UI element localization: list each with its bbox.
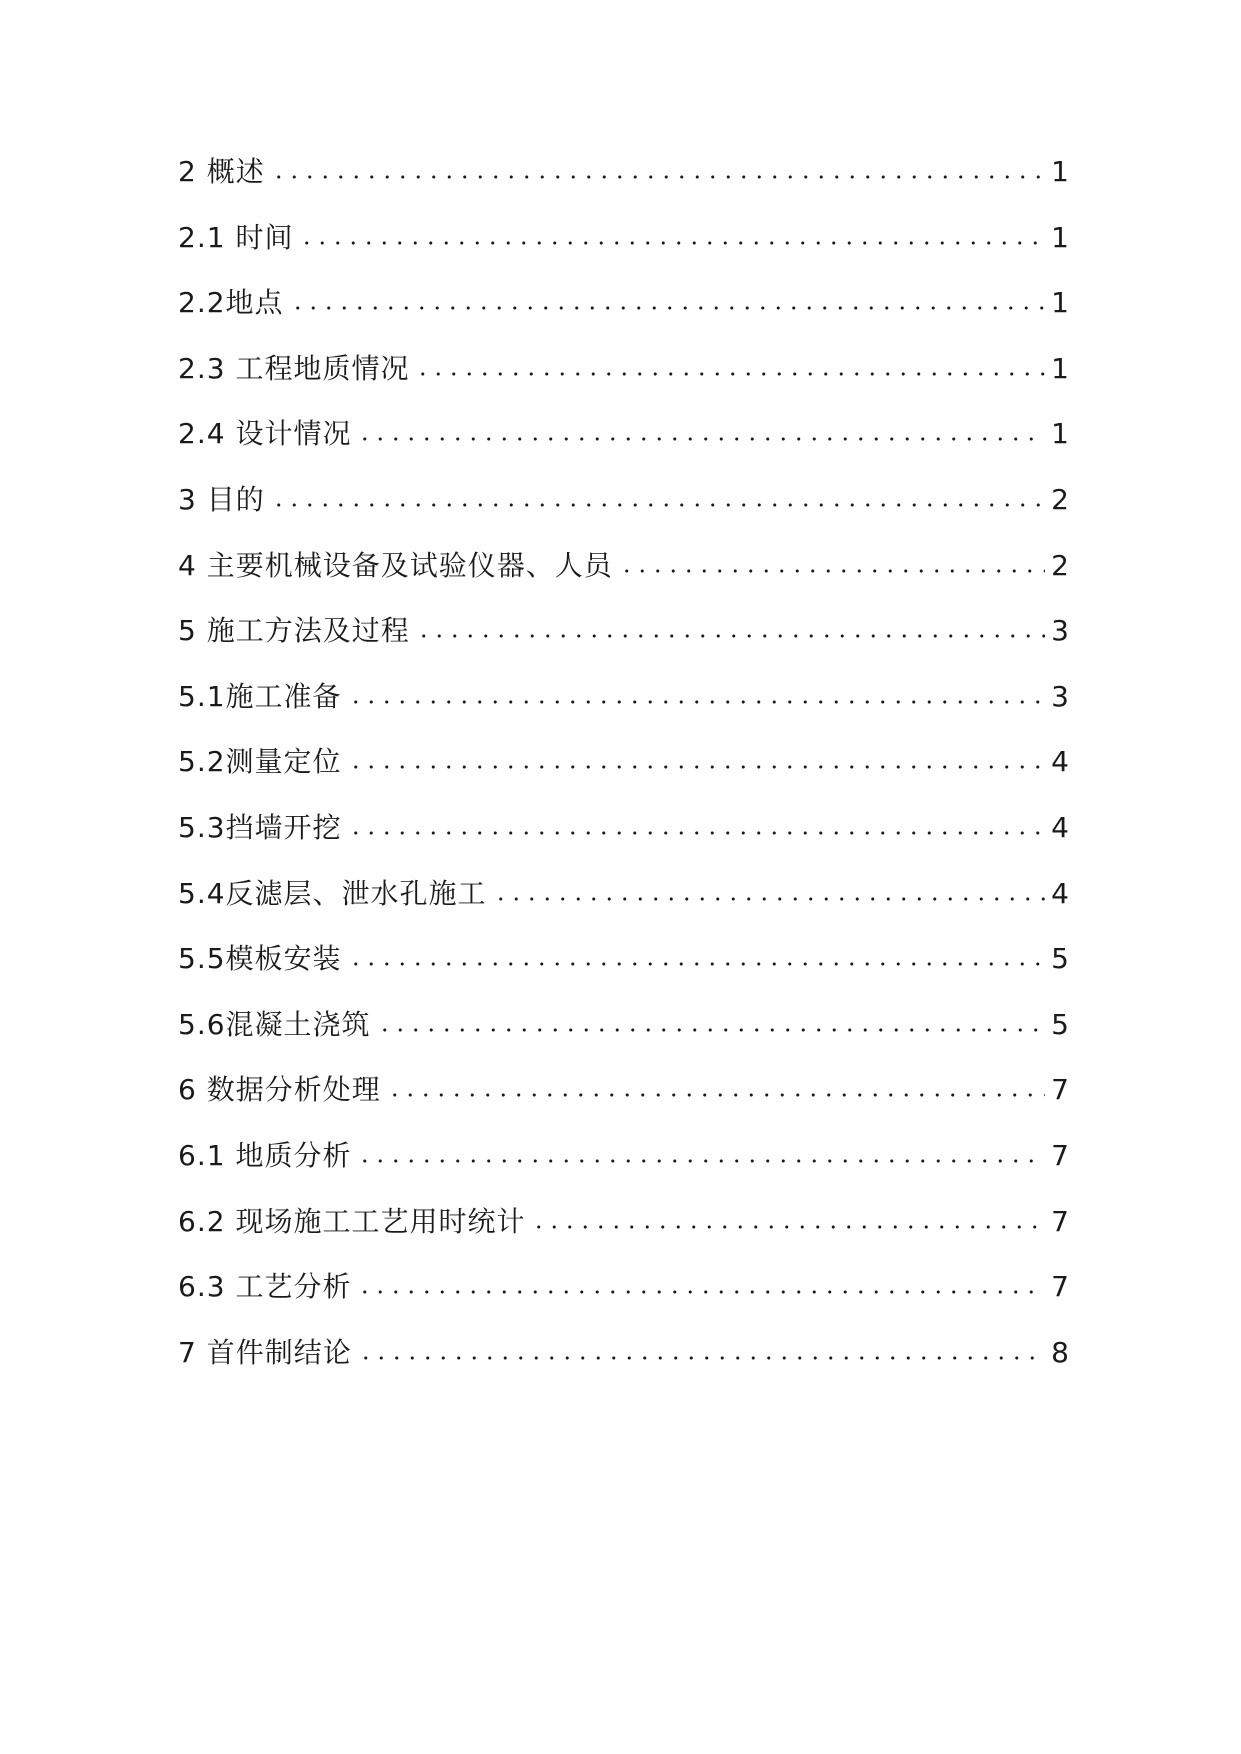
toc-entry-5-2[interactable] <box>178 742 1070 808</box>
toc-entry-5[interactable] <box>178 611 1070 677</box>
toc-entry-2-2[interactable] <box>178 283 1070 349</box>
toc-entry-page: 1 <box>1051 417 1070 451</box>
toc-dot-leader <box>348 962 1046 966</box>
toc-entry-number: 5.1 <box>178 679 226 713</box>
toc-entry-number: 7 <box>178 1335 207 1369</box>
toc-entry-2[interactable] <box>178 152 1070 218</box>
toc-entry-3[interactable] <box>178 480 1070 546</box>
toc-entry-title: 设计情况 <box>235 417 352 451</box>
toc-entry-number: 2.4 <box>178 417 236 451</box>
toc-entry-page: 5 <box>1051 942 1070 976</box>
toc-entry-7[interactable] <box>178 1333 1070 1399</box>
toc-dot-leader <box>271 175 1045 179</box>
toc-entry-2-1[interactable] <box>178 218 1070 284</box>
toc-entry-title: 施工方法及过程 <box>206 614 410 648</box>
toc-entry-number: 5.5 <box>178 942 226 976</box>
toc-entry-title: 挡墙开挖 <box>225 810 342 844</box>
toc-dot-leader <box>358 1356 1045 1360</box>
toc-entry-title: 主要机械设备及试验仪器、人员 <box>206 548 613 582</box>
toc-entry-page: 7 <box>1051 1138 1070 1172</box>
toc-entry-number: 6.3 <box>178 1270 236 1304</box>
toc-entry-page: 7 <box>1051 1270 1070 1304</box>
toc-entry-page: 7 <box>1051 1073 1070 1107</box>
toc-entry-title: 反滤层、泄水孔施工 <box>225 876 487 910</box>
toc-dot-leader <box>348 700 1046 704</box>
toc-entry-title: 概述 <box>206 155 265 188</box>
toc-entry-page: 2 <box>1051 548 1070 582</box>
toc-dot-leader <box>299 241 1045 245</box>
toc-entry-page: 1 <box>1051 351 1070 385</box>
toc-entry-6-1[interactable] <box>178 1136 1070 1202</box>
toc-entry-number: 4 <box>178 548 207 582</box>
toc-dot-leader <box>348 765 1046 769</box>
toc-entry-number: 2.3 <box>178 351 236 385</box>
toc-entry-number: 5.2 <box>178 745 226 779</box>
toc-dot-leader <box>387 1093 1045 1097</box>
toc-entry-page: 1 <box>1051 155 1070 188</box>
toc-entry-page: 1 <box>1051 286 1070 320</box>
toc-entry-2-4[interactable] <box>178 414 1070 480</box>
toc-entry-page: 2 <box>1051 482 1070 516</box>
toc-dot-leader <box>493 897 1046 901</box>
toc-entry-number: 6.2 <box>178 1204 236 1238</box>
toc-entry-number: 3 <box>178 482 207 516</box>
toc-entry-title: 地点 <box>225 286 284 320</box>
toc-entry-title: 施工准备 <box>225 679 342 713</box>
toc-dot-leader <box>357 1290 1045 1294</box>
toc-entry-title: 工程地质情况 <box>235 351 410 385</box>
toc-entry-page: 4 <box>1051 876 1070 910</box>
toc-entry-5-4[interactable] <box>178 874 1070 940</box>
toc-dot-leader <box>290 306 1046 310</box>
toc-entry-5-1[interactable] <box>178 677 1070 743</box>
toc-entry-page: 3 <box>1051 679 1070 713</box>
toc-dot-leader <box>271 503 1045 507</box>
toc-entry-6[interactable] <box>178 1070 1070 1136</box>
toc-entry-6-3[interactable] <box>178 1267 1070 1333</box>
toc-dot-leader <box>357 1159 1045 1163</box>
toc-entry-2-3[interactable] <box>178 349 1070 415</box>
toc-entry-number: 6.1 <box>178 1138 236 1172</box>
toc-entry-title: 目的 <box>206 482 265 516</box>
toc-entry-title: 首件制结论 <box>206 1335 352 1369</box>
toc-entry-title: 时间 <box>235 220 294 254</box>
toc-dot-leader <box>357 437 1045 441</box>
toc-entry-page: 3 <box>1051 614 1070 648</box>
toc-entry-page: 8 <box>1051 1335 1070 1369</box>
toc-entry-title: 地质分析 <box>235 1138 352 1172</box>
toc-entry-title: 混凝土浇筑 <box>225 1007 371 1041</box>
toc-entry-title: 工艺分析 <box>235 1270 352 1304</box>
toc-entry-number: 2.1 <box>178 220 236 254</box>
toc-dot-leader <box>348 831 1046 835</box>
toc-entry-6-2[interactable] <box>178 1202 1070 1268</box>
toc-entry-title: 现场施工工艺用时统计 <box>235 1204 526 1238</box>
toc-entry-page: 7 <box>1051 1204 1070 1238</box>
toc-dot-leader <box>619 569 1045 573</box>
toc-entry-number: 6 <box>178 1073 207 1107</box>
toc-entry-title: 模板安装 <box>225 942 342 976</box>
toc-entry-page: 5 <box>1051 1007 1070 1041</box>
toc-entry-5-6[interactable] <box>178 1005 1070 1071</box>
toc-entry-number: 5.4 <box>178 876 226 910</box>
toc-entry-title: 数据分析处理 <box>206 1073 381 1107</box>
toc-dot-leader <box>377 1028 1046 1032</box>
table-of-contents <box>178 152 1070 1398</box>
toc-entry-title: 测量定位 <box>225 745 342 779</box>
toc-entry-number: 2.2 <box>178 286 226 320</box>
toc-entry-4[interactable] <box>178 546 1070 612</box>
toc-entry-page: 4 <box>1051 745 1070 779</box>
toc-entry-5-3[interactable] <box>178 808 1070 874</box>
toc-entry-number: 2 <box>178 155 207 188</box>
toc-entry-page: 1 <box>1051 220 1070 254</box>
toc-entry-5-5[interactable] <box>178 939 1070 1005</box>
toc-entry-number: 5 <box>178 614 207 648</box>
toc-dot-leader <box>531 1225 1045 1229</box>
toc-entry-page: 4 <box>1051 810 1070 844</box>
toc-dot-leader <box>416 634 1045 638</box>
toc-entry-number: 5.6 <box>178 1007 226 1041</box>
toc-entry-number: 5.3 <box>178 810 226 844</box>
toc-dot-leader <box>415 372 1045 376</box>
